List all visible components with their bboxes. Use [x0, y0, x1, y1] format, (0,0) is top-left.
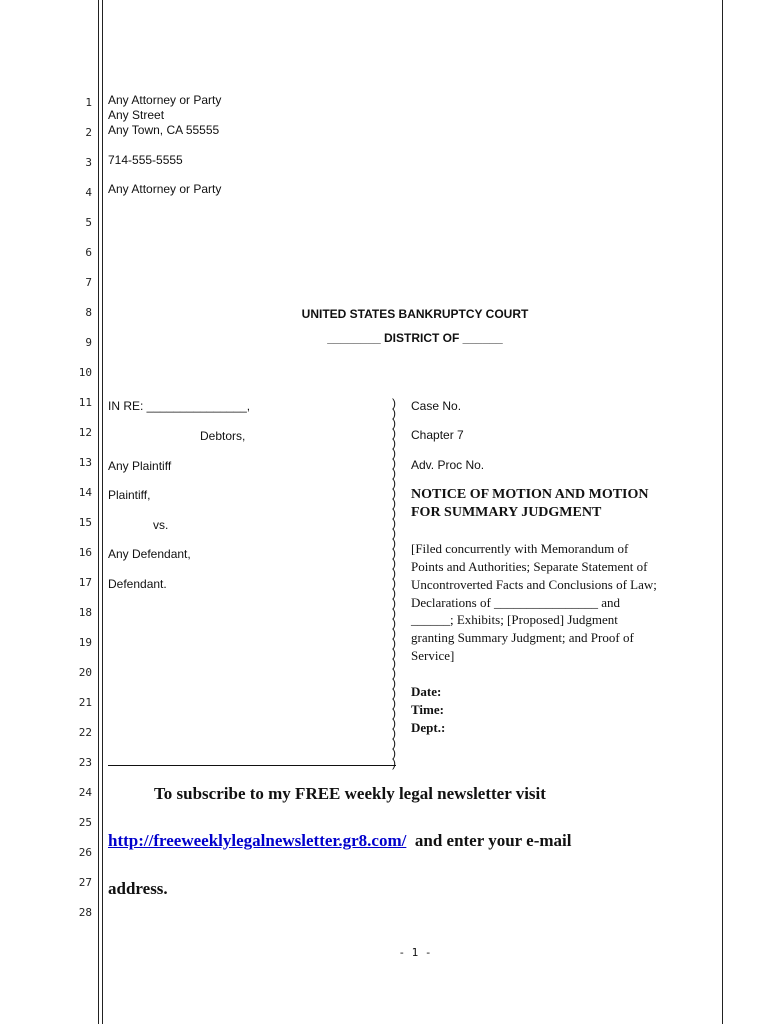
- left-margin-rule-inner: [102, 0, 103, 1024]
- line-number: 2: [85, 126, 92, 139]
- line-number: 13: [78, 456, 92, 469]
- defendant-name: Any Defendant,: [108, 547, 191, 561]
- line-number: 24: [78, 786, 92, 799]
- vs-label: vs.: [153, 518, 169, 532]
- chapter-label: Chapter 7: [411, 428, 464, 442]
- line-number: 27: [78, 876, 92, 889]
- filed-concurrently-line: Points and Authorities; Separate Statement of: [411, 559, 648, 574]
- document-title-line-1: NOTICE OF MOTION AND MOTION: [411, 487, 649, 502]
- line-number: 18: [78, 606, 92, 619]
- newsletter-line-2-rest: and enter your e-mail: [414, 831, 572, 850]
- line-number: 19: [78, 636, 92, 649]
- attorney-party: Any Attorney or Party: [108, 182, 222, 196]
- newsletter-line-3: address.: [108, 879, 168, 898]
- line-number: 1: [85, 96, 92, 109]
- line-number: 16: [78, 546, 92, 559]
- plaintiff-name: Any Plaintiff: [108, 459, 172, 473]
- line-number: 9: [85, 336, 92, 349]
- document-title-line-2: FOR SUMMARY JUDGMENT: [411, 505, 602, 520]
- left-margin-rule-outer: [98, 0, 99, 1024]
- filed-concurrently-line: Declarations of ________________ and: [411, 595, 621, 610]
- filed-concurrently-line: [Filed concurrently with Memorandum of: [411, 541, 629, 556]
- line-number: 25: [78, 816, 92, 829]
- line-number: 17: [78, 576, 92, 589]
- line-number: 26: [78, 846, 92, 859]
- debtors-label: Debtors,: [200, 429, 246, 443]
- line-number: 10: [78, 366, 92, 379]
- filed-concurrently-line: granting Summary Judgment; and Proof of: [411, 630, 634, 645]
- attorney-phone: 714-555-5555: [108, 153, 183, 167]
- newsletter-line-2: [108, 831, 571, 851]
- in-re-line: IN RE: _______________,: [108, 399, 251, 413]
- line-number: 21: [78, 696, 92, 709]
- attorney-street: Any Street: [108, 108, 165, 122]
- line-number: 4: [85, 186, 92, 199]
- plaintiff-label: Plaintiff,: [108, 488, 151, 502]
- filed-concurrently-line: Service]: [411, 648, 455, 663]
- line-number: 22: [78, 726, 92, 739]
- court-name: UNITED STATES BANKRUPTCY COURT: [301, 307, 529, 321]
- caption-paren-column: ) ) ) ) ) ) ) ) ) ) ) ) ) ) ) ) ) ) ) ) ) ) ) ) ) ) ) ) ) ) ) ) ) ) ) ) ): [392, 396, 396, 770]
- page-number: - 1 -: [398, 946, 432, 959]
- hearing-dept-label: Dept.:: [411, 720, 446, 735]
- defendant-label: Defendant.: [108, 577, 167, 591]
- line-number: 8: [85, 306, 92, 319]
- court-district: ________ DISTRICT OF ______: [327, 331, 503, 345]
- line-number: 3: [85, 156, 92, 169]
- line-number: 15: [78, 516, 92, 529]
- line-number: 14: [78, 486, 92, 499]
- attorney-name: Any Attorney or Party: [108, 93, 222, 107]
- newsletter-link[interactable]: http://freeweeklylegalnewsletter.gr8.com/: [108, 831, 407, 850]
- adv-proc-label: Adv. Proc No.: [411, 458, 485, 472]
- case-number-label: Case No.: [411, 399, 462, 413]
- line-number: 28: [78, 906, 92, 919]
- caption-bottom-rule: [108, 765, 396, 766]
- line-number: 12: [78, 426, 92, 439]
- hearing-time-label: Time:: [411, 702, 444, 717]
- line-number: 23: [78, 756, 92, 769]
- filed-concurrently-line: Uncontroverted Facts and Conclusions of Law;: [411, 577, 657, 592]
- hearing-date-label: Date:: [411, 684, 442, 699]
- filed-concurrently-line: ______; Exhibits; [Proposed] Judgment: [411, 612, 618, 627]
- line-number: 20: [78, 666, 92, 679]
- line-number: 11: [78, 396, 92, 409]
- attorney-city: Any Town, CA 55555: [108, 123, 220, 137]
- line-number: 7: [85, 276, 92, 289]
- line-number: 6: [85, 246, 92, 259]
- line-number: 5: [85, 216, 92, 229]
- newsletter-line-1: To subscribe to my FREE weekly legal newsletter visit: [154, 784, 546, 803]
- right-margin-rule: [722, 0, 723, 1024]
